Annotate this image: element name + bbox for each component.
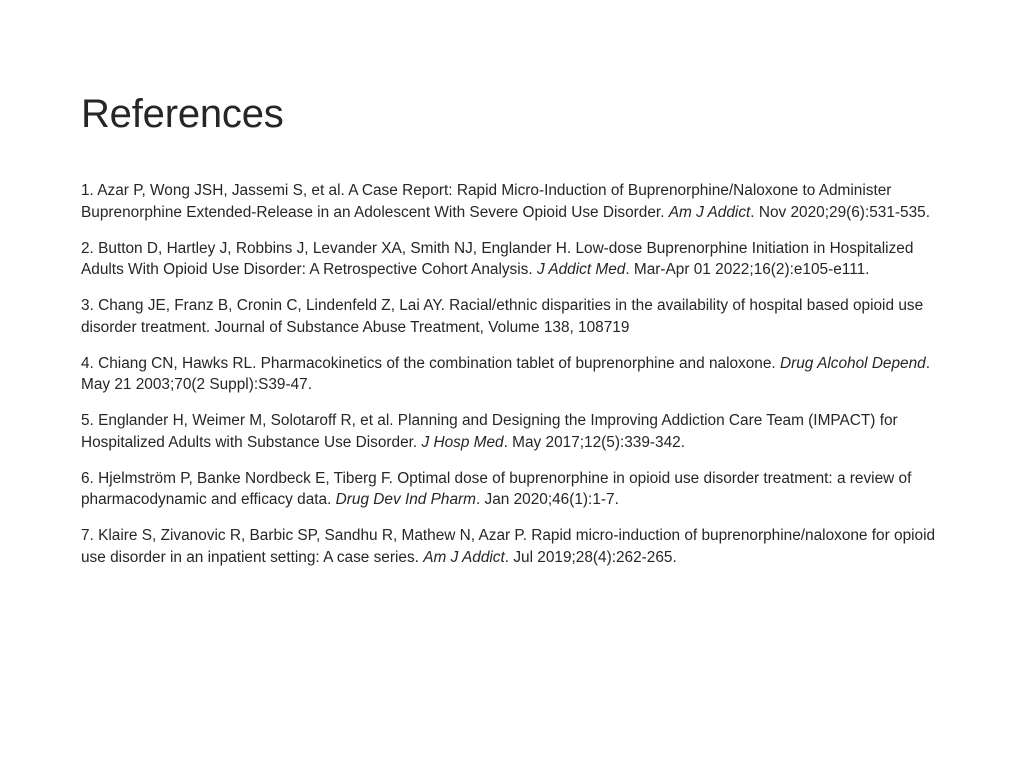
reference-citation: . Jul 2019;28(4):262-265. bbox=[504, 548, 677, 566]
reference-number: 2. bbox=[81, 239, 94, 257]
reference-item bbox=[81, 353, 943, 396]
reference-citation: . Jan 2020;46(1):1-7. bbox=[475, 491, 619, 508]
reference-number: 5. bbox=[81, 412, 94, 429]
reference-list bbox=[81, 180, 943, 583]
reference-item bbox=[81, 238, 943, 281]
reference-item bbox=[81, 525, 943, 568]
reference-journal: Am J Addict bbox=[668, 203, 751, 221]
reference-journal: Am J Addict bbox=[423, 548, 505, 566]
reference-text: Englander H, Weimer M, Solotaroff R, et al. Planning and Designing the Improving Addiction Care Team (IMPACT) for Hospitalized Adults with Substance Use Disorder. bbox=[81, 412, 898, 451]
reference-citation: . Mar-Apr 01 2022;16(2):e105-e111. bbox=[625, 261, 870, 278]
reference-text: Chang JE, Franz B, Cronin C, Lindenfeld Z, Lai AY. Racial/ethnic disparities in the availability of hospital based opioid use disorder treatment. Journal of Substance Abuse Treatment, Volume 138, 108719 bbox=[81, 297, 924, 336]
reference-number: 7. bbox=[81, 527, 94, 544]
reference-journal: Drug Alcohol Depend bbox=[780, 354, 926, 372]
reference-text: Hjelmström P, Banke Nordbeck E, Tiberg F. Optimal dose of buprenorphine in opioid use disorder treatment: a review of pharmacodynamic and efficacy data. bbox=[81, 469, 912, 508]
reference-text: Button D, Hartley J, Robbins J, Levander XA, Smith NJ, Englander H. Low-dose Buprenorphine Initiation in Hospitalized Adults With Opioid Use Disorder: A Retrospective Cohort Analysis. bbox=[81, 239, 914, 278]
reference-citation: . Nov 2020;29(6):531-535. bbox=[750, 203, 930, 221]
reference-journal: Drug Dev Ind Pharm bbox=[335, 491, 476, 508]
reference-item bbox=[81, 295, 943, 338]
reference-journal: J Addict Med bbox=[536, 261, 626, 278]
reference-number: 6. bbox=[81, 469, 94, 487]
reference-text: Azar P, Wong JSH, Jassemi S, et al. A Case Report: Rapid Micro-Induction of Buprenorphine/Naloxone to Administer Buprenorphine Extended-Release in an Adolescent With Severe Opioid Use Disorder. bbox=[81, 182, 892, 221]
reference-citation: . May 2017;12(5):339-342. bbox=[503, 433, 685, 451]
reference-text: Chiang CN, Hawks RL. Pharmacokinetics of the combination tablet of buprenorphine and naloxone. bbox=[98, 354, 776, 372]
reference-item bbox=[81, 180, 943, 223]
reference-number: 4. bbox=[81, 354, 94, 372]
slide-title: References bbox=[81, 92, 284, 136]
reference-text: Klaire S, Zivanovic R, Barbic SP, Sandhu R, Mathew N, Azar P. Rapid micro-induction of buprenorphine/naloxone for opioid use disorder in an inpatient setting: A case series. bbox=[81, 527, 936, 566]
reference-item bbox=[81, 468, 943, 511]
reference-number: 3. bbox=[81, 297, 94, 314]
reference-journal: J Hosp Med bbox=[421, 433, 504, 451]
reference-item bbox=[81, 410, 943, 453]
reference-citation: . May 21 2003;70(2 Suppl):S39-47. bbox=[81, 354, 931, 393]
reference-number: 1. bbox=[81, 182, 94, 199]
